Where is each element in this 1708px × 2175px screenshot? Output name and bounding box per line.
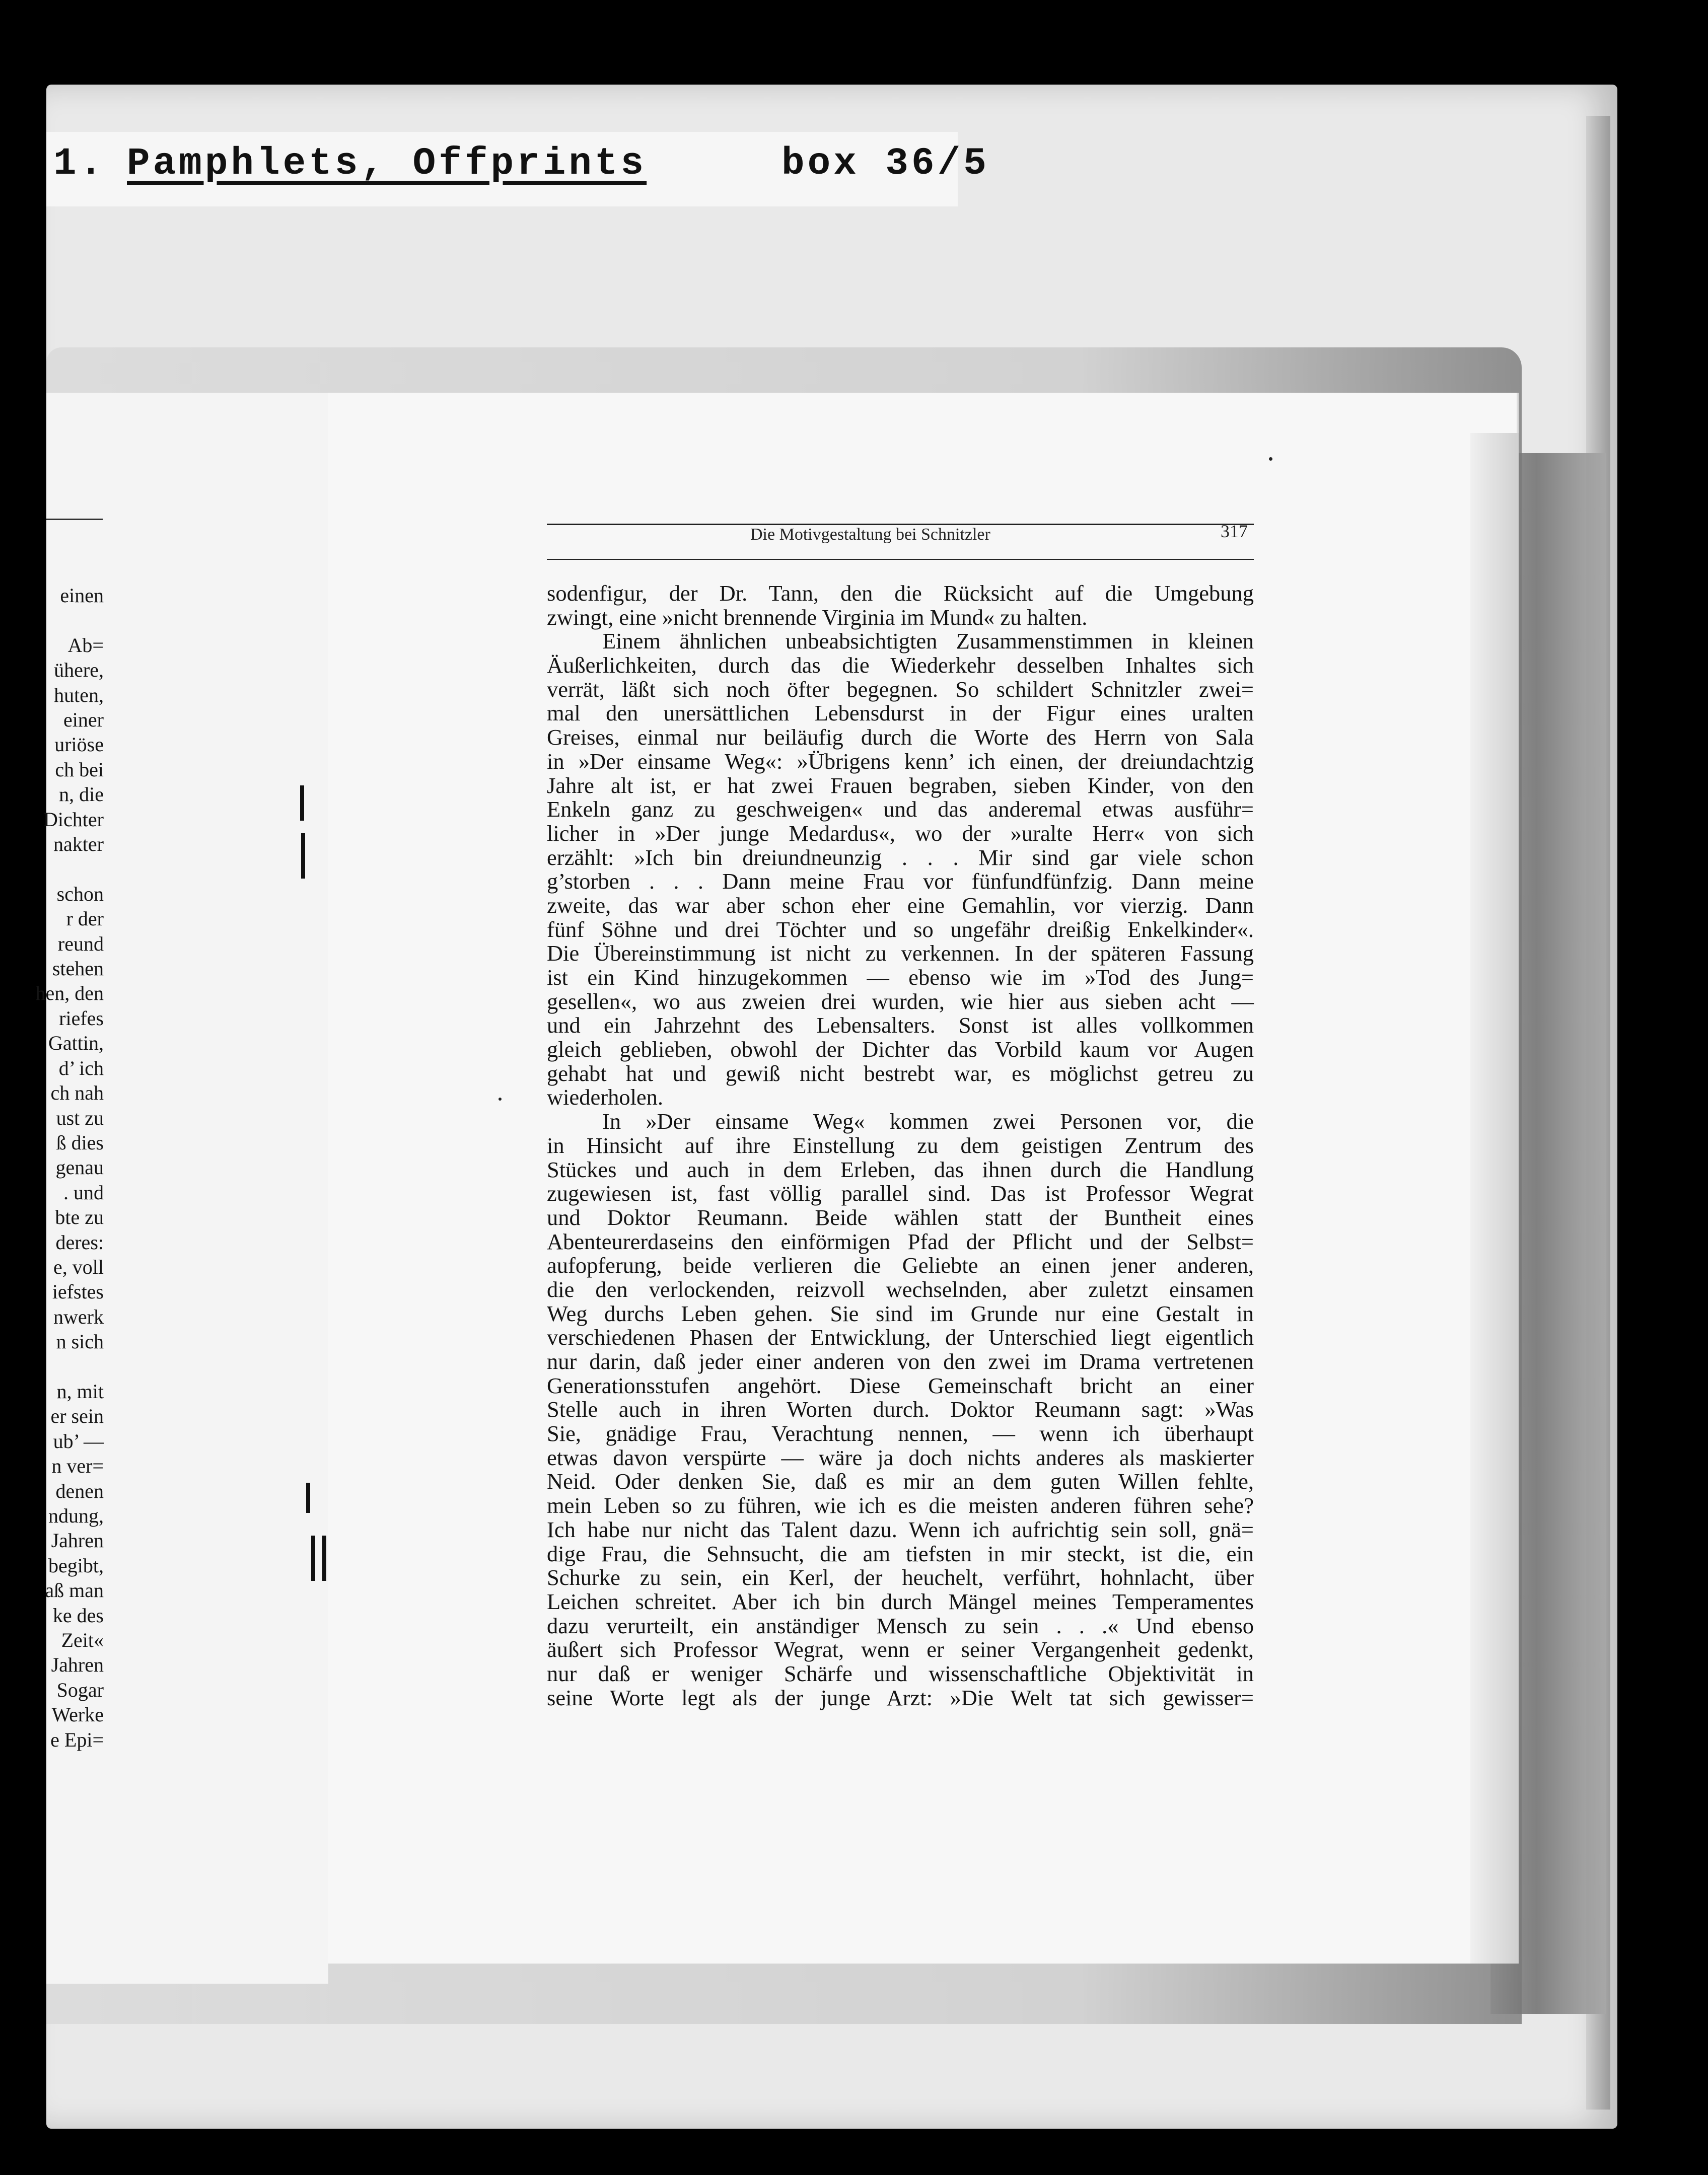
text-line: gleich geblieben, obwohl der Dichter das Vorbild kaum vor Augen — [547, 1037, 1254, 1062]
text-line: Schurke zu sein, ein Kerl, der heuchelt, verführt, hohnlacht, über — [547, 1565, 1254, 1590]
archive-label — [46, 132, 989, 206]
text-line: in Hinsicht auf ihre Einstellung zu dem geistigen Zentrum des — [547, 1132, 1254, 1158]
left-page-line: n, mit — [56, 1380, 104, 1403]
left-page-line — [35, 608, 104, 632]
text-line: gehabt hat und gewiß nicht bestrebt war, es möglichst getreu zu — [547, 1060, 1254, 1086]
left-page-line: einen — [60, 584, 104, 607]
left-page-line: aß man — [45, 1579, 104, 1602]
text-line: licher in »Der junge Medardus«, wo der »uralte Herr« von sich — [547, 820, 1254, 846]
text-line: Generationsstufen angehört. Diese Gemeinschaft bricht an einer — [547, 1372, 1254, 1398]
left-page-line: huten, — [54, 683, 104, 706]
text-line: Ich habe nur nicht das Talent dazu. Wenn ich aufrichtig sein soll, gnä= — [547, 1516, 1254, 1542]
text-line: g’storben . . . Dann meine Frau vor fünfundfünfzig. Dann meine — [547, 868, 1254, 894]
left-page-line: . und — [63, 1181, 104, 1204]
text-line: Die Übereinstimmung ist nicht zu verkennen. In der späteren Fassung — [547, 940, 1254, 966]
left-page-line: n, die — [59, 783, 104, 806]
left-page-line — [35, 856, 104, 881]
left-page-line: e Epi= — [50, 1728, 104, 1751]
left-page-line: iefstes — [52, 1280, 104, 1303]
page-edge-shade — [1470, 433, 1519, 1964]
text-line: ist ein Kind hinzugekommen — ebenso wie im »Tod des Jung= — [547, 965, 1254, 990]
text-line: verrät, läßt sich noch öfter begegnen. So schildert Schnitzler zwei= — [547, 676, 1254, 702]
text-line: erzählt: »Ich bin dreiundneunzig . . . Mir sind gar viele schon — [547, 844, 1254, 870]
left-page-line: bte zu — [55, 1206, 104, 1229]
left-page-text — [35, 583, 104, 1752]
text-line: äußert sich Professor Wegrat, wenn er seiner Vergangenheit gedenkt, — [547, 1637, 1254, 1662]
text-line: Stelle auch in ihren Worten durch. Doktor Reumann sagt: »Was — [547, 1397, 1254, 1422]
text-line: verschiedenen Phasen der Entwicklung, der Unterschied liegt eigentlich — [547, 1325, 1254, 1350]
left-page-line — [35, 1354, 104, 1379]
text-line: Jahre alt ist, er hat zwei Frauen begraben, sieben Kinder, von den — [547, 772, 1254, 798]
text-line: Weg durchs Leben gehen. Sie sind im Grunde nur eine Gestalt in — [547, 1300, 1254, 1326]
left-page-line: n ver= — [51, 1455, 104, 1478]
left-page-line: reund — [57, 932, 104, 955]
dust-speck — [499, 1098, 502, 1101]
left-page-line: Ab= — [67, 633, 104, 657]
text-line: Äußerlichkeiten, durch das die Wiederkehr desselben Inhaltes sich — [547, 652, 1254, 678]
left-page-line: riefes — [59, 1006, 104, 1030]
body-text — [547, 582, 1254, 1710]
binding-mark — [301, 833, 305, 879]
page-number: 317 — [1221, 521, 1248, 541]
left-page-line: ühere, — [54, 659, 104, 682]
left-page-line: d’ ich — [58, 1056, 104, 1079]
left-page-line: ch nah — [50, 1081, 104, 1105]
left-page-line: ch bei — [55, 758, 104, 781]
text-line: mein Leben so zu führen, wie ich es die meisten anderen führen sehe? — [547, 1493, 1254, 1518]
left-page-line: Jahren — [51, 1529, 104, 1552]
text-line: Neid. Oder denken Sie, daß es mir an dem guten Willen fehlte, — [547, 1469, 1254, 1494]
label-title: Pamphlets, Offprints — [127, 142, 647, 185]
left-page-line: Jahren — [51, 1653, 104, 1677]
left-page-line: nakter — [53, 833, 104, 856]
left-page-line: uriöse — [54, 733, 104, 756]
text-line: und Doktor Reumann. Beide wählen statt der Buntheit eines — [547, 1204, 1254, 1230]
running-head: Die Motivgestaltung bei Schnitzler — [750, 525, 990, 544]
text-line: Stückes und auch in dem Erleben, das ihnen durch die Handlung — [547, 1156, 1254, 1182]
text-line: Enkeln ganz zu geschweigen« und das anderemal etwas ausführ= — [547, 796, 1254, 822]
left-page-line: ub’ — — [53, 1429, 104, 1453]
left-page-header-rule — [46, 519, 103, 520]
left-page-line: n sich — [56, 1330, 104, 1353]
left-page-line: schon — [56, 882, 104, 905]
text-line: zweite, das war aber schon eher eine Gemahlin, vor vierzig. Dann — [547, 892, 1254, 918]
left-page-line: Zeit« — [61, 1629, 104, 1652]
left-page-line: er sein — [50, 1405, 104, 1428]
left-page-line: r der — [66, 907, 104, 930]
text-line: In »Der einsame Weg« kommen zwei Personen vor, die — [602, 1109, 1254, 1134]
text-line: und ein Jahrzehnt des Lebensalters. Sonst ist alles vollkommen — [547, 1012, 1254, 1038]
left-page-line: ust zu — [56, 1106, 104, 1129]
text-line: mal den unersättlichen Lebensdurst in der Figur eines uralten — [547, 700, 1254, 726]
left-page-line: stehen — [52, 957, 104, 980]
left-page-line: Gattin, — [48, 1032, 104, 1055]
left-page-line: begibt, — [48, 1554, 104, 1577]
dust-speck — [1269, 457, 1272, 461]
left-page-line: denen — [55, 1479, 104, 1502]
text-line: nur daß er weniger Schärfe und wissenschaftliche Objektivität in — [547, 1660, 1254, 1686]
binding-mark — [311, 1536, 315, 1581]
left-page-line: e, voll — [53, 1255, 104, 1278]
label-number: 1. — [53, 142, 106, 185]
left-page-line: einer — [63, 708, 104, 732]
text-line: die den verlockenden, reizvoll wechselnden, aber zuletzt einsamen — [547, 1276, 1254, 1302]
binding-mark — [322, 1536, 326, 1581]
left-page-line: ndung, — [48, 1504, 104, 1527]
text-line: Greises, einmal nur beiläufig durch die Worte des Herrn von Sala — [547, 724, 1254, 750]
left-page-line: hen, den — [35, 982, 104, 1005]
text-line: aufopferung, beide verlieren die Geliebte an einen jener anderen, — [547, 1253, 1254, 1278]
left-page — [35, 393, 328, 1984]
left-page-line: Werke — [51, 1703, 104, 1726]
left-page-line: genau — [55, 1156, 104, 1179]
text-line: wiederholen. — [547, 1084, 664, 1110]
text-line: zwingt, eine »nicht brennende Virginia im Mund« zu halten. — [547, 604, 1088, 630]
left-page-line: Dichter — [43, 808, 104, 831]
left-page-line: deres: — [55, 1230, 104, 1254]
header-rule-bottom — [547, 559, 1254, 560]
binding-mark — [300, 785, 304, 821]
binding-mark — [306, 1483, 310, 1513]
text-line: Abenteurerdaseins den einförmigen Pfad der Pflicht und der Selbst= — [547, 1228, 1254, 1254]
left-page-line: ß dies — [56, 1131, 104, 1154]
text-line: Leichen schreitet. Aber ich bin durch Mängel meines Temperamentes — [547, 1588, 1254, 1614]
label-box: box 36/5 — [781, 142, 989, 185]
text-line: zugewiesen ist, fast völlig parallel sind. Das ist Professor Wegrat — [547, 1181, 1254, 1206]
text-line: sodenfigur, der Dr. Tann, den die Rücksicht auf die Umgebung — [547, 581, 1254, 606]
text-line: dazu verurteilt, ein anständiger Mensch zu sein . . .« Und ebenso — [547, 1613, 1254, 1638]
text-line: fünf Söhne und drei Töchter und so ungefähr dreißig Enkelkinder«. — [547, 916, 1254, 942]
text-line: Einem ähnlichen unbeabsichtigten Zusammenstimmen in kleinen — [602, 628, 1254, 654]
text-line: Sie, gnädige Frau, Verachtung nennen, — wenn ich überhaupt — [547, 1421, 1254, 1446]
text-line: nur darin, daß jeder einer anderen von den zwei im Drama vertretenen — [547, 1349, 1254, 1374]
left-page-line: ke des — [52, 1604, 104, 1627]
text-line: dige Frau, die Sehnsucht, die am tiefsten in mir steckt, ist die, ein — [547, 1541, 1254, 1566]
text-line: gesellen«, wo aus zweien drei wurden, wie hier aus sieben acht — — [547, 988, 1254, 1014]
left-page-line: nwerk — [53, 1305, 104, 1328]
text-line: in »Der einsame Weg«: »Übrigens kenn’ ich einen, der dreiundachtzig — [547, 748, 1254, 774]
text-line: etwas davon verspürte — wäre ja doch nichts anderes als maskierter — [547, 1444, 1254, 1470]
text-line: seine Worte legt als der junge Arzt: »Die Welt tat sich gewisser= — [547, 1685, 1254, 1710]
left-page-line: Sogar — [56, 1678, 104, 1701]
